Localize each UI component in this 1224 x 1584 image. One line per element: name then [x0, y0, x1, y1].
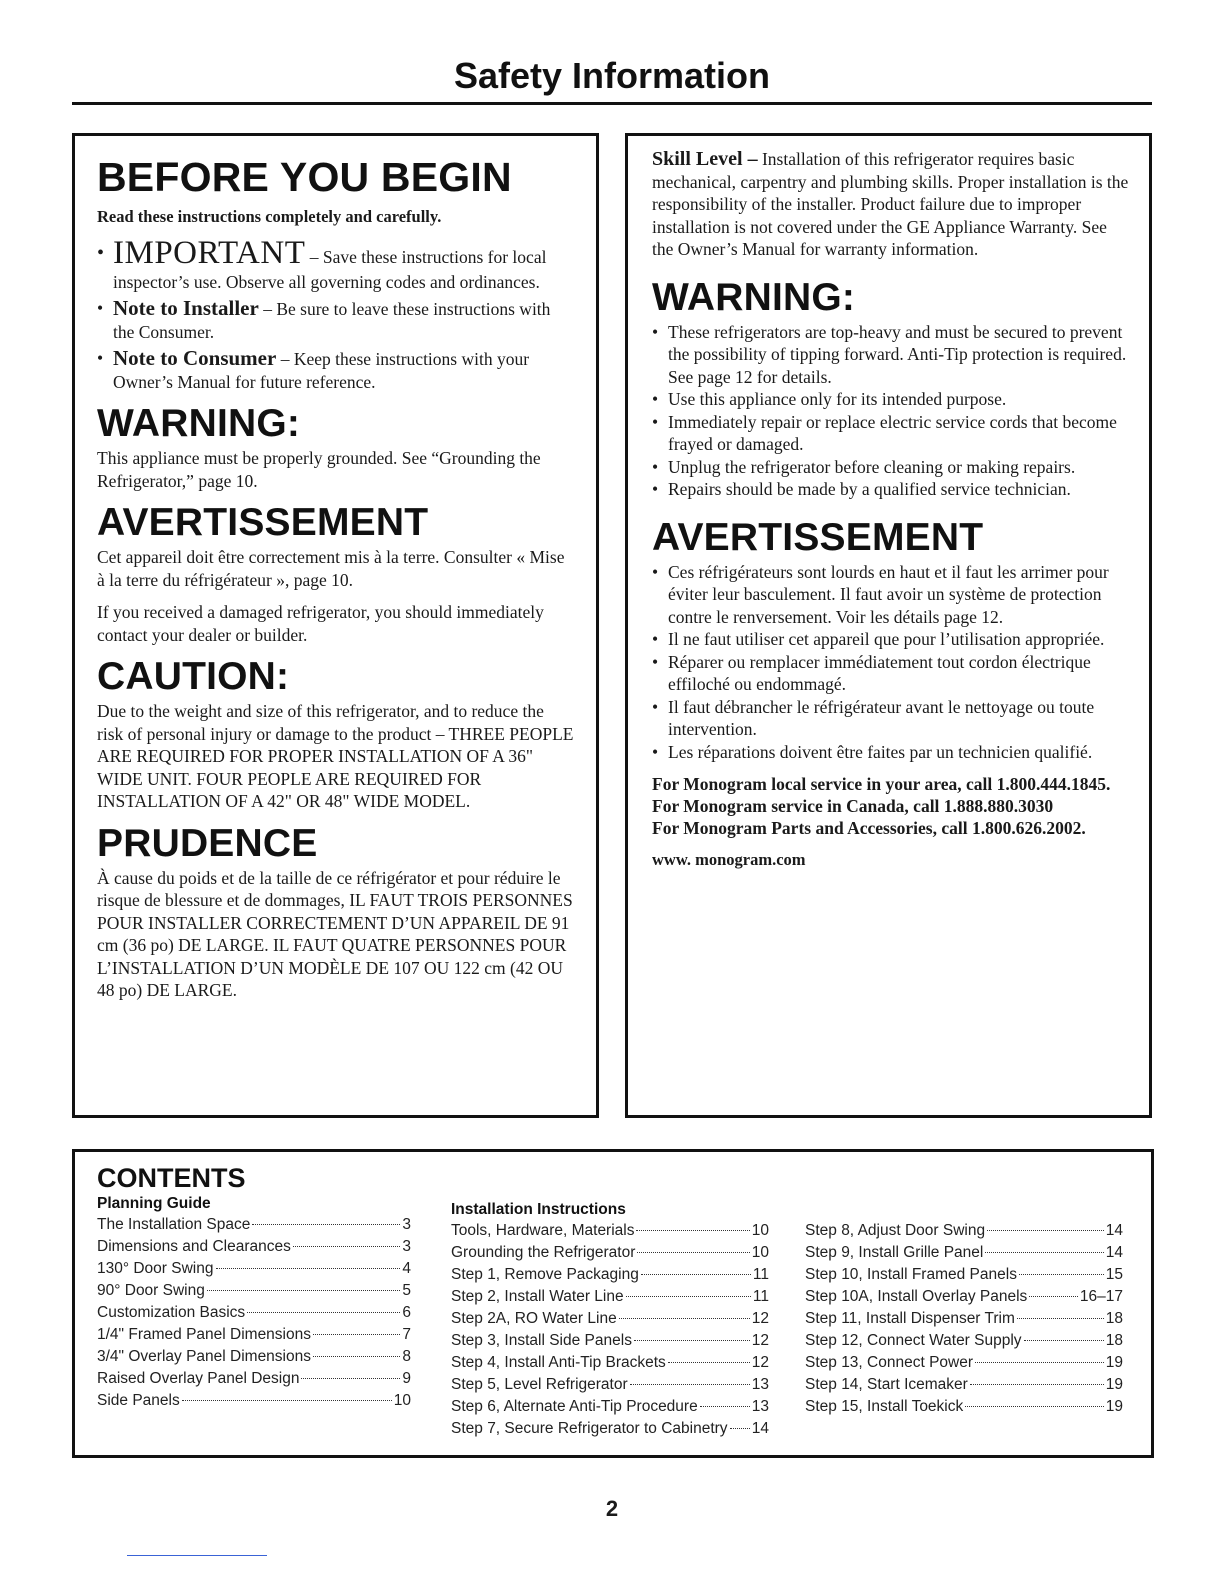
toc-entry[interactable] [451, 1264, 769, 1286]
toc-entry-page: 19 [1105, 1376, 1123, 1393]
toc-dot-leader [985, 1252, 1103, 1253]
toc-entry-title: Step 4, Install Anti-Tip Brackets [451, 1354, 666, 1371]
planning-guide-heading: Planning Guide [97, 1195, 211, 1212]
warning-heading-right: WARNING: [652, 275, 856, 319]
toc-entry[interactable] [97, 1368, 411, 1390]
avertissement-heading-right: AVERTISSEMENT [652, 515, 984, 559]
toc-dot-leader [301, 1378, 400, 1379]
toc-entry-title: 130° Door Swing [97, 1260, 214, 1277]
toc-entry-page: 13 [751, 1398, 769, 1415]
toc-entry-page: 13 [751, 1376, 769, 1393]
toc-entry-title: 90° Door Swing [97, 1282, 205, 1299]
toc-entry-page: 3 [402, 1238, 411, 1255]
toc-entry-title: Step 10, Install Framed Panels [805, 1266, 1017, 1283]
installation-instructions-column [451, 1200, 769, 1440]
toc-entry-title: Step 7, Secure Refrigerator to Cabinetry [451, 1420, 728, 1437]
toc-dot-leader [293, 1246, 401, 1247]
toc-dot-leader [975, 1362, 1104, 1363]
avertissement-heading: AVERTISSEMENT [97, 501, 429, 544]
warning-item: • These refrigerators are top-heavy and must be secured to prevent the possibility of tipping forward. Anti-Tip protection is required. See page 12 for details. [652, 321, 1127, 387]
bullet-dot-icon: • [652, 479, 659, 499]
toc-dot-leader [641, 1274, 751, 1275]
toc-entry[interactable] [451, 1220, 769, 1242]
toc-entry-page: 19 [1105, 1354, 1123, 1371]
toc-entry-page: 4 [402, 1260, 411, 1277]
toc-entry-page: 7 [402, 1326, 411, 1343]
toc-entry[interactable] [805, 1330, 1123, 1352]
toc-dot-leader [247, 1312, 400, 1313]
prudence-text: À cause du poids et de la taille de ce réfrigérator et pour réduire le risque de blessure et de dommages, IL FAUT TROIS PERSONNES POUR INSTALLER CORRECTEMENT D’UN APPAREIL DE 91 cm (36 po) DE LARGE. IL FAUT QUATRE PERSONNES POUR L’INSTALLATION D’UN MODÈLE DE 107 OU 122 cm (42 OU 48 po) DE LARGE. [97, 867, 573, 1000]
toc-entry-page: 14 [1105, 1244, 1123, 1261]
skill-level-label: Skill Level – [652, 148, 758, 170]
avertissement-item: • Ces réfrigérateurs sont lourds en haut et il faut les arrimer pour éviter leur basculement. Il faut avoir un système de protection contre le renversement. Voir les détails page 12. [652, 561, 1109, 627]
toc-entry-title: Step 8, Adjust Door Swing [805, 1222, 986, 1239]
toc-dot-leader [965, 1406, 1104, 1407]
skill-level-box [625, 133, 1152, 1118]
toc-entry[interactable] [451, 1352, 769, 1374]
toc-entry-page: 18 [1105, 1332, 1123, 1349]
toc-entry[interactable] [97, 1236, 411, 1258]
toc-entry-page: 12 [751, 1332, 769, 1349]
toc-entry-title: 1/4" Framed Panel Dimensions [97, 1326, 311, 1343]
toc-dot-leader [626, 1296, 751, 1297]
toc-entry-page: 18 [1105, 1310, 1123, 1327]
toc-entry-title: Customization Basics [97, 1304, 246, 1321]
contact-local-service: For Monogram local service in your area, call 1.800.444.1845. [652, 774, 1111, 794]
bullet-dot-icon: • [652, 651, 659, 672]
warning-item: • Immediately repair or replace electric service cords that become frayed or damaged. [652, 411, 1117, 454]
avertissement-item: • Réparer ou remplacer immédiatement tout cordon électrique effiloché ou endommagé. [652, 651, 1091, 694]
page-number: 2 [605, 1496, 619, 1521]
toc-entry-title: Step 10A, Install Overlay Panels [805, 1288, 1028, 1305]
toc-entry[interactable] [97, 1390, 411, 1412]
toc-entry-title: Grounding the Refrigerator [451, 1244, 636, 1261]
toc-entry-page: 8 [402, 1348, 411, 1365]
toc-dot-leader [636, 1230, 749, 1231]
toc-entry-title: Step 11, Install Dispenser Trim [805, 1310, 1015, 1327]
toc-dot-leader [313, 1334, 400, 1335]
toc-entry[interactable] [97, 1302, 411, 1324]
toc-dot-leader [637, 1252, 749, 1253]
warning-item: • Repairs should be made by a qualified service technician. [652, 479, 1071, 499]
before-you-begin-heading: BEFORE YOU BEGIN [97, 154, 512, 200]
skill-level-text: Installation of this refrigerator requires basic mechanical, carpentry and plumbing skills. Proper installation is the responsibility of the installer. Product failure due to improper installation is not covered under the GE Appliance Warranty. See the Owner’s Manual for warranty information. [652, 149, 1129, 259]
note-installer-text: – Be sure to leave these instructions with the Consumer. [113, 299, 551, 342]
bullet-dot-icon: • [652, 411, 659, 432]
bullet-dot-icon: • [652, 696, 659, 717]
avertissement-item: • Les réparations doivent être faites par un technicien qualifié. [652, 741, 1093, 762]
toc-entry[interactable] [451, 1374, 769, 1396]
toc-dot-leader [207, 1290, 401, 1291]
prudence-heading: PRUDENCE [97, 821, 318, 865]
toc-dot-leader [252, 1224, 400, 1225]
toc-entry-title: Step 3, Install Side Panels [451, 1332, 632, 1349]
caution-text: Due to the weight and size of this refrigerator, and to reduce the risk of personal injury or damage to the product – THREE PEOPLE ARE REQUIRED FOR PROPER INSTALLATION OF A 36" WIDE UNIT. FOUR PEOPLE ARE REQUIRED FOR INSTALLATION OF A 42" OR 48" WIDE MODEL. [97, 701, 574, 811]
toc-entry[interactable] [805, 1220, 1123, 1242]
toc-entry-title: Side Panels [97, 1392, 180, 1409]
toc-entry-title: Step 6, Alternate Anti-Tip Procedure [451, 1398, 698, 1415]
title-rule [72, 102, 1152, 105]
toc-entry[interactable] [97, 1258, 411, 1280]
toc-dot-leader [700, 1406, 750, 1407]
toc-entry[interactable] [451, 1242, 769, 1264]
avertissement-item: • Il ne faut utiliser cet appareil que pour l’utilisation appropriée. [652, 629, 1105, 649]
toc-entry-title: Step 2A, RO Water Line [451, 1310, 617, 1327]
note-consumer-label: Note to Consumer [113, 346, 277, 370]
toc-entry-page: 14 [1105, 1222, 1123, 1239]
toc-dot-leader [619, 1318, 750, 1319]
bullet-dot-icon: • [652, 629, 659, 649]
bullet-dot-icon: • [97, 348, 104, 368]
bullet-dot-icon: • [652, 321, 659, 342]
toc-dot-leader [970, 1384, 1104, 1385]
toc-dot-leader [630, 1384, 750, 1385]
toc-entry[interactable] [805, 1308, 1123, 1330]
bullet-dot-icon: • [652, 389, 659, 409]
toc-dot-leader [1019, 1274, 1104, 1275]
toc-entry-page: 10 [751, 1222, 769, 1239]
bullet-dot-icon: • [652, 456, 659, 477]
steps-column [805, 1220, 1123, 1418]
contents-box [72, 1149, 1154, 1458]
toc-entry[interactable] [805, 1264, 1123, 1286]
page-title: Safety Information [453, 55, 771, 96]
avertissement-text: Cet appareil doit être correctement mis à la terre. Consulter « Mise à la terre du réfrigérateur », page 10. [97, 547, 565, 590]
toc-dot-leader [1017, 1318, 1104, 1319]
toc-entry[interactable] [451, 1330, 769, 1352]
toc-dot-leader [1029, 1296, 1078, 1297]
before-you-begin-box [72, 133, 599, 1118]
installation-instructions-heading: Installation Instructions [451, 1201, 626, 1218]
toc-entry[interactable] [805, 1352, 1123, 1374]
toc-dot-leader [313, 1356, 400, 1357]
toc-dot-leader [1024, 1340, 1104, 1341]
caution-heading: CAUTION: [97, 655, 290, 698]
toc-entry[interactable] [97, 1346, 411, 1368]
toc-entry-page: 10 [751, 1244, 769, 1261]
toc-dot-leader [182, 1400, 392, 1401]
toc-entry[interactable] [805, 1286, 1123, 1308]
read-instructions-lead: Read these instructions completely and carefully. [97, 207, 442, 226]
avertissement-list [652, 561, 1129, 764]
warning-text: This appliance must be properly grounded. See “Grounding the Refrigerator,” page 10. [97, 448, 541, 491]
toc-entry[interactable] [97, 1324, 411, 1346]
toc-entry-page: 9 [402, 1370, 411, 1387]
toc-dot-leader [730, 1428, 750, 1429]
warning-heading: WARNING: [97, 402, 301, 445]
toc-entry-page: 5 [402, 1282, 411, 1299]
toc-dot-leader [987, 1230, 1104, 1231]
toc-entry-title: Step 12, Connect Water Supply [805, 1332, 1022, 1349]
toc-entry[interactable] [451, 1308, 769, 1330]
toc-entry-page: 12 [751, 1354, 769, 1371]
bullet-dot-icon: • [652, 561, 659, 582]
warning-item: • Use this appliance only for its intended purpose. [652, 389, 1007, 409]
toc-entry-title: 3/4" Overlay Panel Dimensions [97, 1348, 311, 1365]
note-installer-label: Note to Installer [113, 296, 259, 320]
toc-entry-title: Dimensions and Clearances [97, 1238, 291, 1255]
website-link[interactable]: www. monogram.com [652, 850, 806, 869]
toc-entry-page: 15 [1105, 1266, 1123, 1283]
toc-entry[interactable] [97, 1280, 411, 1302]
footer-blue-rule [127, 1555, 267, 1556]
bullet-dot-icon: • [97, 241, 105, 264]
note-installer-bullet [97, 297, 574, 343]
toc-entry-title: Step 5, Level Refrigerator [451, 1376, 628, 1393]
toc-entry-page: 10 [393, 1392, 411, 1409]
toc-entry-title: The Installation Space [97, 1216, 251, 1233]
avertissement-item: • Il faut débrancher le réfrigérateur avant le nettoyage ou toute intervention. [652, 696, 1095, 739]
toc-entry[interactable] [451, 1418, 769, 1440]
toc-dot-leader [668, 1362, 750, 1363]
planning-guide-column [97, 1194, 411, 1412]
toc-entry-title: Step 13, Connect Power [805, 1354, 974, 1371]
damaged-refrigerator-text: If you received a damaged refrigerator, you should immediately contact your dealer or builder. [97, 602, 544, 645]
toc-entry-page: 11 [752, 1266, 769, 1283]
toc-dot-leader [216, 1268, 401, 1269]
toc-entry-title: Step 14, Start Icemaker [805, 1376, 968, 1393]
toc-entry[interactable] [97, 1214, 411, 1236]
skill-level-paragraph [652, 148, 1129, 261]
toc-entry-page: 14 [751, 1420, 769, 1437]
toc-dot-leader [634, 1340, 750, 1341]
toc-entry-page: 19 [1105, 1398, 1123, 1415]
toc-entry-page: 3 [402, 1216, 411, 1233]
toc-entry[interactable] [451, 1286, 769, 1308]
warning-item: • Unplug the refrigerator before cleaning or making repairs. [652, 456, 1076, 477]
contents-title: CONTENTS [97, 1163, 246, 1193]
warning-list [652, 321, 1129, 501]
toc-entry-title: Step 9, Install Grille Panel [805, 1244, 984, 1261]
note-consumer-text: – Keep these instructions with your Owner’s Manual for future reference. [113, 349, 530, 392]
toc-entry-page: 16–17 [1079, 1288, 1123, 1305]
toc-entry-page: 6 [402, 1304, 411, 1321]
toc-entry[interactable] [805, 1374, 1123, 1396]
contact-canada-service: For Monogram service in Canada, call 1.888.880.3030 [652, 796, 1054, 816]
contact-parts-accessories: For Monogram Parts and Accessories, call 1.800.626.2002. [652, 818, 1086, 838]
toc-entry[interactable] [805, 1242, 1123, 1264]
toc-entry-title: Step 2, Install Water Line [451, 1288, 624, 1305]
toc-entry-page: 12 [751, 1310, 769, 1327]
important-label: IMPORTANT [113, 234, 306, 271]
note-consumer-bullet [97, 347, 574, 393]
toc-entry-title: Raised Overlay Panel Design [97, 1370, 300, 1387]
important-text: – Save these instructions for local inspector’s use. Observe all governing codes and ordinances. [113, 246, 547, 292]
bullet-dot-icon: • [97, 298, 104, 318]
toc-entry[interactable] [451, 1396, 769, 1418]
toc-entry[interactable] [805, 1396, 1123, 1418]
important-bullet [97, 235, 574, 294]
toc-entry-title: Step 1, Remove Packaging [451, 1266, 639, 1283]
bullet-dot-icon: • [652, 741, 659, 762]
toc-entry-page: 11 [752, 1288, 769, 1305]
toc-entry-title: Tools, Hardware, Materials [451, 1222, 635, 1239]
toc-entry-title: Step 15, Install Toekick [805, 1398, 964, 1415]
